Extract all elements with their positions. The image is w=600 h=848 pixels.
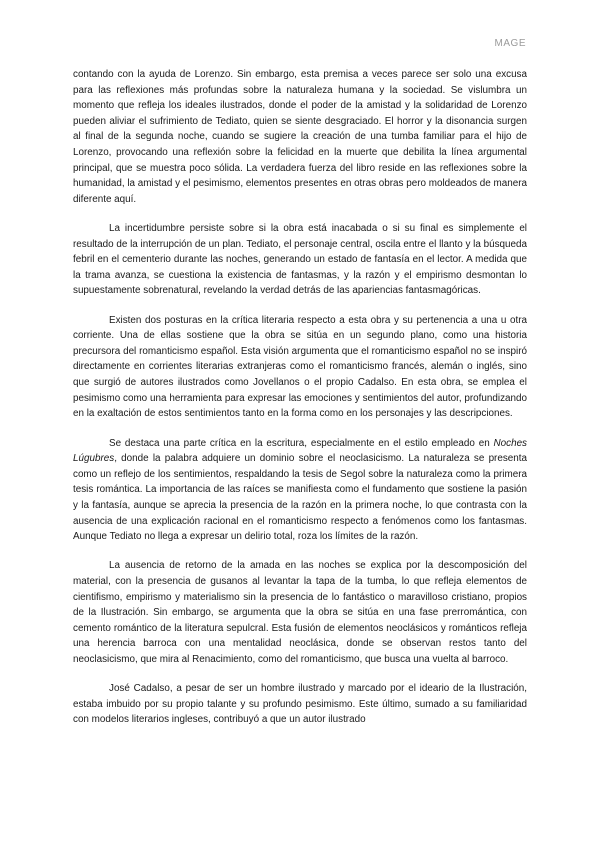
paragraph-parte-critica [73, 436, 527, 545]
paragraph-posturas-critica: Existen dos posturas en la crítica literaria respecto a esta obra y su pertenencia a una u otra corriente. Una de ellas sostiene que la obra se sitúa en un segundo plano, como una historia precursora del romanticismo español. Esta visión argumenta que el romanticismo español no se inspiró directamente en corrientes literarias extranjeras como el romanticismo francés, alemán o inglés, sino que surgió de autores ilustrados como Jovellanos o el propio Cadalso. En esta obra, se emplea el pesimismo como una herramienta para expresar las emociones y sentimientos del autor, profundizando en la exaltación de estos sentimientos tanto en la forma como en los personajes y las descripciones. [73, 314, 527, 420]
book-title-italic: Noches Lúgubres [73, 437, 527, 465]
paragraph-continuation: contando con la ayuda de Lorenzo. Sin embargo, esta premisa a veces parece ser solo una excusa para las reflexiones más profundas sobre la naturaleza humana y la sociedad. Se vislumbra un momento que refleja los ideales ilustrados, donde el poder de la amistad y la solidaridad de Lorenzo pueden aliviar el sufrimiento de Tediato, quien se siente desgraciado. El horror y la disonancia surgen al final de la segunda noche, cuando se sugiere la creación de una tumba familiar para el hijo de Lorenzo, provocando una reflexión sobre la felicidad en la muerte que debilita la línea argumental principal, que se muestra poco sólida. La verdadera fuerza del libro reside en las reflexiones sobre la humanidad, la amistad y el pesimismo, elementos presentes en otras obras pero moldeados de manera diferente aquí. [73, 69, 527, 205]
running-head: MAGE [494, 38, 526, 49]
paragraph-jose-cadalso: José Cadalso, a pesar de ser un hombre ilustrado y marcado por el ideario de la Ilustración, estaba imbuido por su propio talante y su profundo pesimismo. Este último, sumado a su familiaridad con modelos literarios ingleses, contribuyó a que un autor ilustrado [73, 683, 527, 726]
paragraph-ausencia-retorno: La ausencia de retorno de la amada en las noches se explica por la descomposición del material, con la presencia de gusanos al levantar la tapa de la tumba, lo que refleja elementos de cientifismo, empirismo y materialismo sin la presencia de lo fantástico o maravilloso cristiano, propios de la Ilustración. Sin embargo, se argumenta que la obra se sitúa en una fase prerromántica, con cemento romántico de la literatura sepulcral. Esta fusión de elementos neoclásicos y románticos refleja una herencia barroca con una mentalidad neoclásica, donde se observan restos tanto del neoclasicismo, que mira al Renacimiento, como del romanticismo, que busca una vuelta al barroco. [73, 560, 527, 665]
paragraph-text-after: , donde la palabra adquiere un dominio sobre el neoclasicismo. La naturaleza se presenta como un reflejo de los sentimientos, respaldando la tesis de Segol sobre la naturaleza como la primera tesis romántica. La importancia de las raíces se manifiesta como el fundamento que sostiene la pasión y la fantasía, aunque se aprecia la presencia de la razón en la primera noche, lo que contrasta con la ausencia de una explicación racional en el romanticismo respecto a fenómenos como los fantasmas. Aunque Tediato no llega a expresar un delirio total, roza los límites de la razón. [73, 453, 527, 543]
paragraph-incertidumbre: La incertidumbre persiste sobre si la obra está inacabada o si su final es simplemente el resultado de la interrupción de un plan. Tediato, el personaje central, oscila entre el llanto y la búsqueda febril en el cementerio durante las noches, generando un estado de fantasía en el lector. A medida que la trama avanza, se cuestiona la existencia de fantasmas, y la razón y el empirismo desmontan lo supuestamente sobrenatural, revelando la verdad detrás de las apariencias fantasmagóricas. [73, 223, 527, 297]
paragraph-text-before: Se destaca una parte crítica en la escritura, especialmente en el estilo empleado en [109, 437, 494, 449]
body-text [73, 67, 527, 742]
